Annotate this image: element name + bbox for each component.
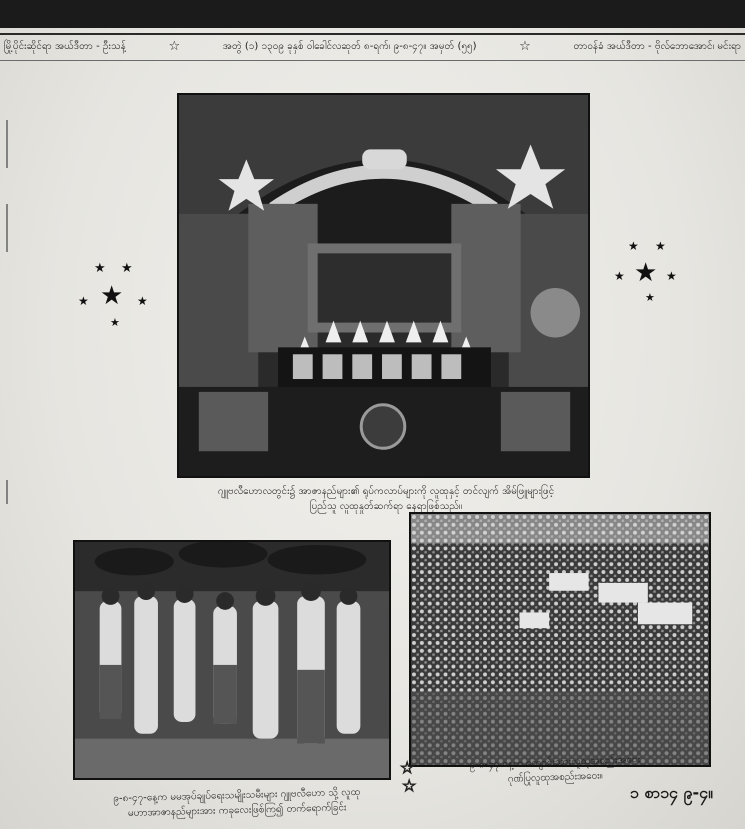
header-star-icon: ☆ [168,38,181,54]
outline-star-icon: ☆ [400,758,415,777]
outline-star-icon: ☆ [402,776,417,795]
main-caption-line: ပြည်သူ လူထုနှုတ်ဆက်ရာ နေရာဖြစ်သည်။ [309,501,463,512]
page-number: ၁ စာ၁၄ ၉-၄။ [629,783,713,802]
header-right-text: တာဝန်ခံ အယ်ဒီတာ - ဗိုလ်ဘောအောင်၊ မင်းရာ [573,40,741,52]
star-icon: ★ [614,269,625,283]
left-caption-line: မဟာအာဇာနည်များအား ကခုလေးဖြစ်ကြ၍ တက်ရောက်ခြင်း [127,802,347,819]
star-icon: ★ [110,316,120,329]
binding-margin-mark [6,120,8,720]
left-photo-procession [73,540,391,780]
star-icon: ★ [628,239,639,253]
star-icon: ★ [666,269,677,283]
star-icon: ★ [100,281,124,311]
header-divider [0,60,745,61]
right-caption-line: ၉-၈-၄၇ နေ့က ကျောင်းသားလူထုအစည်းအဝေး [469,754,641,771]
page-header [4,35,741,57]
star-icon: ★ [94,261,106,276]
main-photo-image [179,95,588,476]
right-caption-line: ဂုဏ်ပြုလူထုအစည်းအဝေး။ [507,770,603,785]
right-photo-crowd [409,512,711,767]
star-icon: ★ [137,294,148,308]
left-photo-caption [82,784,393,822]
right-photo-image [411,514,709,765]
star-icon: ★ [78,294,89,308]
main-caption-line: ဂျူဗလီဟောလတွင်း၌ အာဇာနည်များ၏ ရုပ်ကလာပ်များကို လူထုနှင့် တင်လျက် အိမ်ဖြူများဖြင့် [217,486,555,497]
main-photo-caption [182,484,590,514]
masthead-bar [0,0,745,28]
main-photo-hall-stage [177,93,590,478]
header-left-text: မြို့ပိုင်းဆိုင်ရာ အယ်ဒီတာ - ဦးသန့် [4,40,126,52]
star-icon: ★ [645,291,655,304]
header-star-icon: ☆ [519,38,531,54]
header-center-text: အတွဲ (၁) ၁၃၀၉ ခုနှစ် ဝါခေါင်လဆုတ် ၈-ရက်၊ ၉-၈-၄၇။ အမှတ် (၅၅) [222,40,477,52]
left-photo-image [75,542,389,778]
star-icon: ★ [121,261,133,276]
star-icon: ★ [634,258,658,288]
star-icon: ★ [655,239,666,253]
left-caption-line: ၉-၈-၄၇-နေ့က မမအုပ်ချုပ်ရေးသမျိုးသမီးများ ဂျူဗလီဟော သို့ လူထု [113,786,361,805]
